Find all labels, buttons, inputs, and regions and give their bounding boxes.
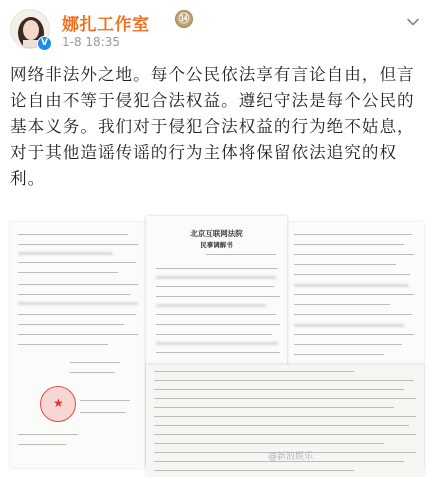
avatar[interactable] [10, 9, 50, 49]
document-image-left [10, 222, 150, 468]
post-timestamp: 1-8 18:35 [62, 35, 120, 49]
post-text: 网络非法外之地。每个公民依法享有言论自由，但言论自由不等于侵犯合法权益。遵纪守法是每个公民的基本义务。我们对于侵犯合法权益的行为绝不姑息，对于其他造谣传谣的行为主体将保留依法追究的权利。 [10, 65, 415, 188]
watermark: @新浪娱乐 [268, 452, 314, 462]
court-seal-icon: ★ [40, 386, 76, 422]
court-name: 北京互联网法院 [190, 229, 243, 238]
username[interactable]: 娜扎工作室 [62, 15, 150, 35]
document-title: 民事调解书 [200, 241, 233, 249]
verified-icon: V [37, 36, 52, 51]
post-header [0, 0, 431, 56]
level-badge-icon: ⑭ [175, 10, 193, 28]
chevron-down-icon[interactable] [405, 14, 421, 30]
